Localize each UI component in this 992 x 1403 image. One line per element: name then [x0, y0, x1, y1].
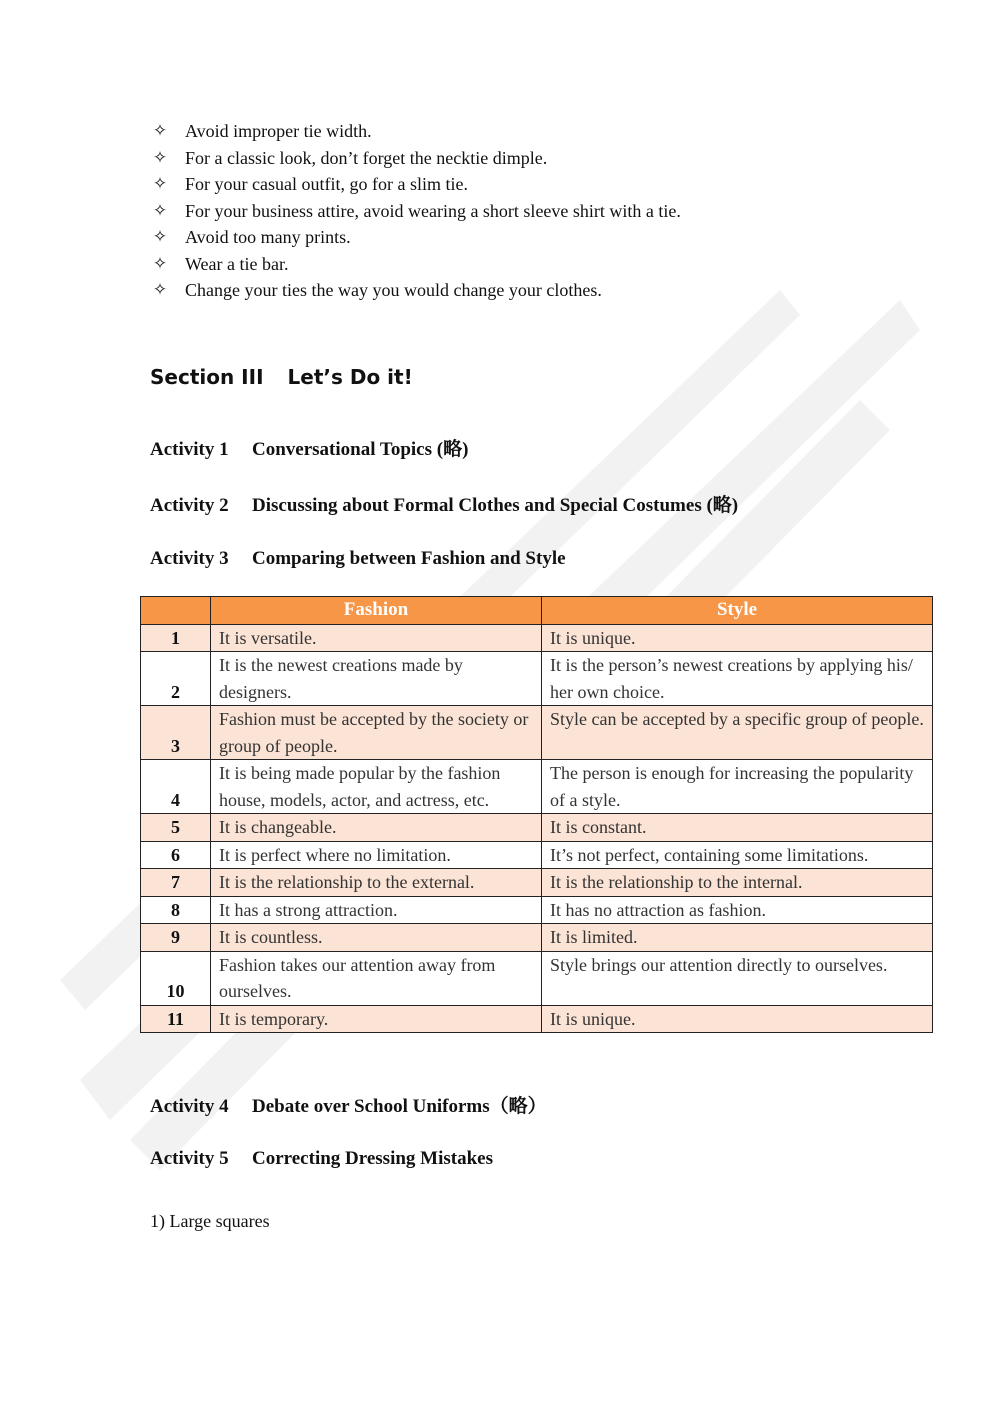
table-row — [141, 924, 933, 952]
style-cell: It is unique. — [542, 1005, 933, 1033]
list-item: ✧ Wear a tie bar. — [150, 251, 681, 278]
row-number: 9 — [141, 924, 211, 952]
fashion-cell: Fashion takes our attention away from ourselves. — [211, 951, 542, 1005]
table-row — [141, 624, 933, 652]
table-row — [141, 652, 933, 706]
table-row — [141, 951, 933, 1005]
activity-number: Activity 2 — [150, 495, 229, 516]
style-cell: Style brings our attention directly to ourselves. — [542, 951, 933, 1005]
style-cell: Style can be accepted by a specific group of people. — [542, 706, 933, 760]
row-number: 5 — [141, 814, 211, 842]
style-cell: It is limited. — [542, 924, 933, 952]
fashion-cell: It is temporary. — [211, 1005, 542, 1033]
list-item: ✧ Avoid improper tie width. — [150, 118, 681, 145]
activity-number: Activity 3 — [150, 548, 229, 569]
section-number: Section III — [150, 365, 264, 389]
fashion-cell: It is the relationship to the external. — [211, 869, 542, 897]
table-row — [141, 706, 933, 760]
activity-number: Activity 1 — [150, 439, 229, 460]
header-number — [141, 597, 211, 625]
row-number: 6 — [141, 841, 211, 869]
row-number: 3 — [141, 706, 211, 760]
activity-title: Debate over School Uniforms（略） — [252, 1096, 547, 1117]
style-cell: The person is enough for increasing the popularity of a style. — [542, 760, 933, 814]
star-bullet-icon: ✧ — [152, 253, 168, 274]
table-header-row — [141, 597, 933, 625]
activity-4-heading — [150, 1091, 547, 1118]
style-cell: It is the person’s newest creations by applying his/ her own choice. — [542, 652, 933, 706]
row-number: 4 — [141, 760, 211, 814]
style-cell: It is unique. — [542, 624, 933, 652]
fashion-cell: It is countless. — [211, 924, 542, 952]
table-row — [141, 869, 933, 897]
row-number: 11 — [141, 1005, 211, 1033]
table-row — [141, 1005, 933, 1033]
row-number: 1 — [141, 624, 211, 652]
list-item: ✧ For your casual outfit, go for a slim tie. — [150, 171, 681, 198]
activity-title: Discussing about Formal Clothes and Special Costumes (略) — [252, 495, 739, 516]
table-row — [141, 760, 933, 814]
star-bullet-icon: ✧ — [152, 200, 168, 221]
list-item: ✧ Change your ties the way you would change your clothes. — [150, 277, 681, 304]
star-bullet-icon: ✧ — [152, 121, 168, 141]
fashion-cell: It is being made popular by the fashion house, models, actor, and actress, etc. — [211, 760, 542, 814]
star-bullet-icon: ✧ — [152, 174, 168, 194]
style-cell: It’s not perfect, containing some limitations. — [542, 841, 933, 869]
star-bullet-icon: ✧ — [152, 280, 168, 300]
list-item: ✧ Avoid too many prints. — [150, 224, 681, 251]
star-bullet-icon: ✧ — [152, 147, 168, 168]
fashion-cell: It has a strong attraction. — [211, 896, 542, 924]
table-row — [141, 814, 933, 842]
header-fashion: Fashion — [211, 597, 542, 625]
fashion-cell: It is perfect where no limitation. — [211, 841, 542, 869]
fashion-cell: Fashion must be accepted by the society or group of people. — [211, 706, 542, 760]
style-cell: It is the relationship to the internal. — [542, 869, 933, 897]
activity-5-heading — [150, 1148, 493, 1170]
table-row — [141, 896, 933, 924]
table-row — [141, 841, 933, 869]
star-bullet-icon: ✧ — [152, 227, 168, 247]
fashion-cell: It is changeable. — [211, 814, 542, 842]
style-cell: It is constant. — [542, 814, 933, 842]
fashion-cell: It is versatile. — [211, 624, 542, 652]
activity-number: Activity 5 — [150, 1148, 229, 1169]
tie-tips-list — [150, 118, 681, 304]
activity-number: Activity 4 — [150, 1096, 229, 1117]
fashion-style-table — [140, 596, 933, 1033]
activity-1-heading — [150, 434, 468, 461]
fashion-cell: It is the newest creations made by designers. — [211, 652, 542, 706]
list-item: ✧ For a classic look, don’t forget the necktie dimple. — [150, 145, 681, 172]
answer-item: 1) Large squares — [150, 1211, 270, 1231]
row-number: 10 — [141, 951, 211, 1005]
activity-title: Correcting Dressing Mistakes — [252, 1148, 493, 1169]
section-heading — [150, 365, 413, 389]
header-style: Style — [542, 597, 933, 625]
row-number: 7 — [141, 869, 211, 897]
activity-title: Conversational Topics (略) — [252, 439, 469, 460]
activity-3-heading — [150, 548, 566, 570]
style-cell: It has no attraction as fashion. — [542, 896, 933, 924]
list-item: ✧ For your business attire, avoid wearing a short sleeve shirt with a tie. — [150, 198, 681, 225]
section-title: Let’s Do it! — [287, 365, 413, 389]
row-number: 8 — [141, 896, 211, 924]
row-number: 2 — [141, 652, 211, 706]
activity-2-heading — [150, 490, 738, 517]
activity-title: Comparing between Fashion and Style — [252, 548, 566, 569]
